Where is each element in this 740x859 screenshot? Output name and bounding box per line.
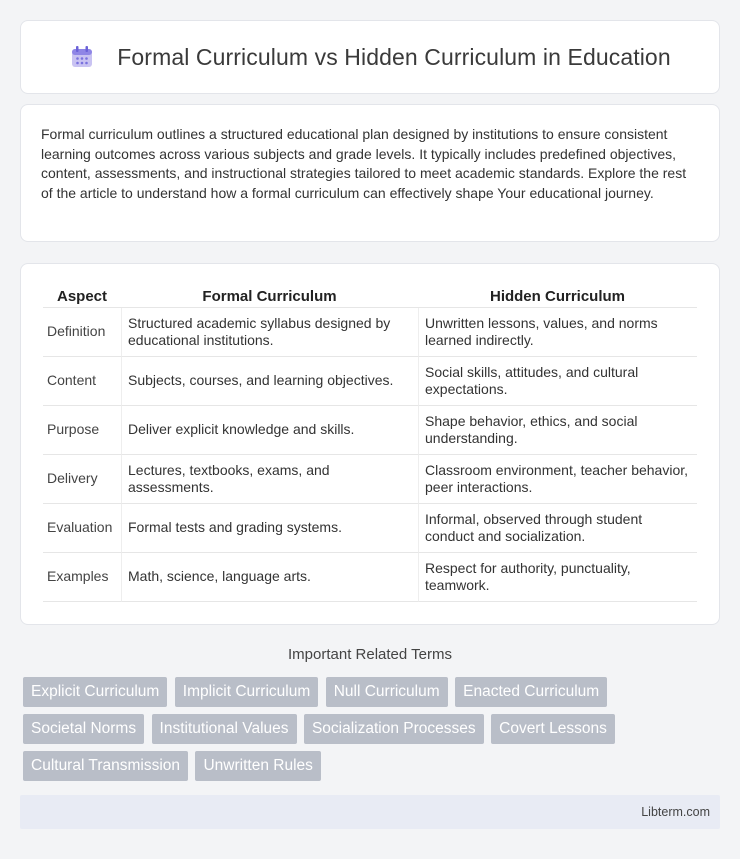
row-formal: Structured academic syllabus designed by educational institutions. [121, 308, 418, 357]
row-formal: Lectures, textbooks, exams, and assessments. [121, 455, 418, 504]
row-hidden: Respect for authority, punctuality, teamwork. [418, 553, 697, 602]
tag-implicit-curriculum[interactable]: Implicit Curriculum [175, 677, 318, 707]
table-row [43, 504, 697, 553]
header-hidden: Hidden Curriculum [418, 284, 697, 308]
table-row [43, 357, 697, 406]
row-aspect: Delivery [43, 455, 121, 504]
row-formal: Formal tests and grading systems. [121, 504, 418, 553]
table-row [43, 553, 697, 602]
row-hidden: Social skills, attitudes, and cultural expectations. [418, 357, 697, 406]
comparison-table-card [20, 263, 720, 625]
row-aspect: Definition [43, 308, 121, 357]
table-row [43, 455, 697, 504]
footer-site-link[interactable]: Libterm.com [641, 805, 710, 819]
header-formal: Formal Curriculum [121, 284, 418, 308]
row-hidden: Unwritten lessons, values, and norms learned indirectly. [418, 308, 697, 357]
tag-socialization-processes[interactable]: Socialization Processes [304, 714, 484, 744]
tag-explicit-curriculum[interactable]: Explicit Curriculum [23, 677, 167, 707]
comparison-table [43, 284, 697, 602]
table-header-row [43, 284, 697, 308]
footer [20, 795, 720, 829]
tag-cultural-transmission[interactable]: Cultural Transmission [23, 751, 188, 781]
related-terms-title: Important Related Terms [288, 646, 452, 663]
row-aspect: Evaluation [43, 504, 121, 553]
tag-institutional-values[interactable]: Institutional Values [152, 714, 297, 744]
row-formal: Deliver explicit knowledge and skills. [121, 406, 418, 455]
row-aspect: Examples [43, 553, 121, 602]
tag-null-curriculum[interactable]: Null Curriculum [326, 677, 448, 707]
header-card [20, 20, 720, 94]
table-row [43, 308, 697, 357]
row-formal: Subjects, courses, and learning objectives. [121, 357, 418, 406]
header-aspect: Aspect [43, 284, 121, 308]
tag-covert-lessons[interactable]: Covert Lessons [491, 714, 615, 744]
intro-card [20, 104, 720, 242]
row-hidden: Informal, observed through student conduct and socialization. [418, 504, 697, 553]
row-formal: Math, science, language arts. [121, 553, 418, 602]
page-title: Formal Curriculum vs Hidden Curriculum in Education [117, 43, 671, 70]
table-row [43, 406, 697, 455]
row-aspect: Purpose [43, 406, 121, 455]
row-aspect: Content [43, 357, 121, 406]
related-terms-tags [23, 677, 723, 788]
tag-unwritten-rules[interactable]: Unwritten Rules [195, 751, 320, 781]
calendar-icon [69, 44, 95, 70]
tag-enacted-curriculum[interactable]: Enacted Curriculum [455, 677, 607, 707]
tag-societal-norms[interactable]: Societal Norms [23, 714, 144, 744]
intro-paragraph: Formal curriculum outlines a structured educational plan designed by institutions to ensure consistent learning outcomes across various subjects and grade levels. It typically includes predefined objectives, content, assessments, and instructional strategies tailored to meet academic standards. Explore the rest of the article to understand how a formal curriculum can effectively shape Your educational journey. [41, 126, 687, 201]
row-hidden: Shape behavior, ethics, and social understanding. [418, 406, 697, 455]
row-hidden: Classroom environment, teacher behavior, peer interactions. [418, 455, 697, 504]
